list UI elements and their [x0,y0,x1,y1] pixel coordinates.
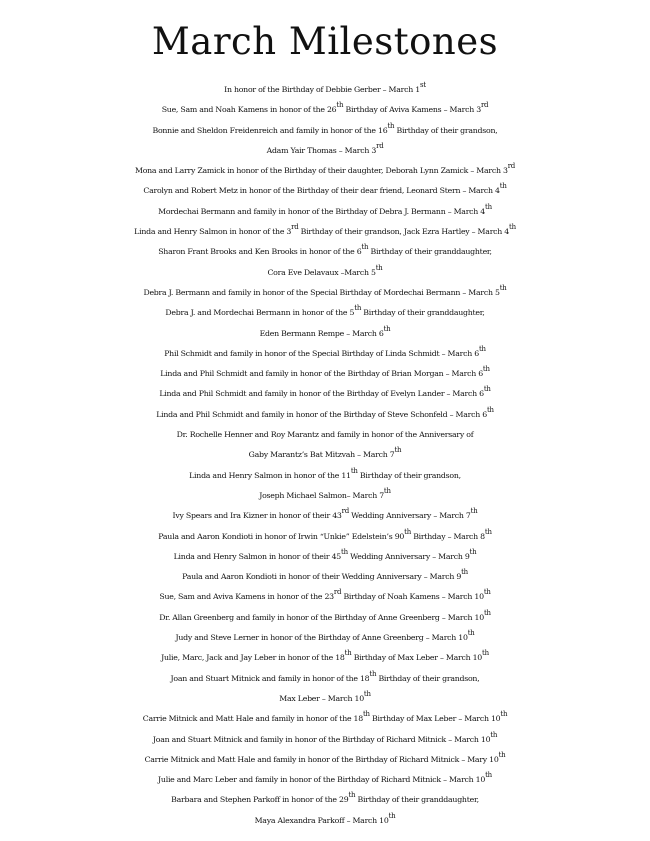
milestone-line [0,466,650,486]
line-text: Cora Eve Delavaux –March 5 [267,267,376,277]
milestone-line [0,405,650,425]
ordinal-suffix: th [484,527,492,536]
milestone-line [0,669,650,689]
line-text: Judy and Steve Lerner in honor of the Birthday of Anne Greenberg – March 10 [175,633,468,643]
milestone-line [0,283,650,303]
ordinal-suffix: rd [291,223,299,232]
milestone-line [0,121,650,141]
milestone-line [0,181,650,201]
line-text: Sue, Sam and Aviva Kamens in honor of the 23 [159,592,334,602]
ordinal-suffix: rd [341,507,349,516]
ordinal-suffix: th [498,750,506,759]
milestone-line [0,547,650,567]
line-text: Gaby Marantz’s Bat Mitzvah – March 7 [248,450,395,460]
ordinal-suffix: th [383,324,391,333]
milestone-line [0,730,650,750]
ordinal-suffix: th [509,223,516,232]
milestone-line [0,790,650,810]
line-text: Birthday of their grandson, [376,673,480,683]
ordinal-suffix: th [350,466,358,475]
line-text: Birthday of their granddaughter, [361,308,485,318]
ordinal-suffix: th [336,101,344,110]
ordinal-suffix: th [369,669,377,678]
ordinal-suffix: th [394,446,402,455]
line-text: Birthday of their grandson, Jack Ezra Hartley – March 4 [298,227,509,237]
milestone-line [0,567,650,587]
ordinal-suffix: th [470,507,478,516]
line-text: Birthday of their granddaughter, [368,247,492,257]
line-text: Julie, Marc, Jack and Jay Leber in honor of the 18 [161,653,345,663]
line-text: Birthday of Aviva Kamens – March 3 [343,105,481,115]
ordinal-suffix: th [354,304,362,313]
ordinal-suffix: th [361,243,369,252]
ordinal-suffix: th [383,486,391,495]
milestone-line [0,100,650,120]
ordinal-suffix: th [469,547,477,556]
line-text: Mona and Larry Zamick in honor of the Birthday of their daughter, Deborah Lynn Zamick – March 3 [134,166,508,176]
line-text: Maya Alexandra Parkoff – March 10 [254,815,389,825]
ordinal-suffix: th [478,344,486,353]
line-text: Birthday of their granddaughter, [355,795,479,805]
milestone-line [0,141,650,161]
ordinal-suffix: th [467,629,475,638]
line-text: Birthday of Max Leber – March 10 [369,714,501,724]
line-text: Phil Schmidt and family in honor of the Special Birthday of Linda Schmidt – March 6 [164,348,479,358]
line-text: Linda and Phil Schmidt and family in honor of the Birthday of Steve Schonfeld – March 6 [156,409,487,419]
line-text: Dr. Rochelle Henner and Roy Marantz and family in honor of the Anniversary of [176,430,474,440]
line-text: Birthday of their grandson, [357,470,461,480]
milestone-line [0,770,650,790]
milestone-line [0,750,650,770]
ordinal-suffix: th [483,588,491,597]
milestone-line [0,445,650,465]
line-text: Carrie Mitnick and Matt Hale and family in honor of the 18 [142,714,363,724]
line-text: Sharon Frant Brooks and Ken Brooks in honor of the 6 [158,247,362,257]
line-text: Birthday of Noah Kamens – March 10 [341,592,484,602]
milestone-line [0,608,650,628]
milestone-line [0,587,650,607]
line-text: Ivy Spears and Ira Kizner in honor of their 43 [172,511,342,521]
line-text: Debra J. Bermann and family in honor of the Special Birthday of Mordechai Bermann – March 5 [143,287,500,297]
ordinal-suffix: th [482,649,489,658]
line-text: Carrie Mitnick and Matt Hale and family in honor of the Birthday of Richard Mitnick – Mary 10 [144,754,499,764]
line-text: Joan and Stuart Mitnick and family in honor of the Birthday of Richard Mitnick – March 10 [152,734,491,744]
milestone-line [0,222,650,242]
line-text: Dr. Allan Greenberg and family in honor of the Birthday of Anne Greenberg – March 10 [159,612,484,622]
milestone-line [0,384,650,404]
ordinal-suffix: rd [333,588,342,597]
ordinal-suffix: th [362,710,370,719]
milestone-line [0,161,650,181]
line-text: Bonnie and Sheldon Freidenreich and family in honor of the 16 [152,125,388,135]
milestone-line [0,527,650,547]
milestone-line [0,486,650,506]
line-text: Mordechai Bermann and family in honor of the Birthday of Debra J. Bermann – March 4 [158,206,486,216]
line-text: Linda and Henry Salmon in honor of the 11 [189,470,351,480]
milestone-line [0,811,650,831]
line-text: Wedding Anniversary – March 7 [348,511,471,521]
line-text: Joan and Stuart Mitnick and family in honor of the 18 [170,673,370,683]
ordinal-suffix: th [348,791,356,800]
line-text: Eden Bermann Rempe – March 6 [259,328,384,338]
ordinal-suffix: rd [507,162,516,171]
milestone-line [0,506,650,526]
line-text: Wedding Anniversary – March 9 [347,551,470,561]
line-text: Birthday of Max Leber – March 10 [351,653,483,663]
ordinal-suffix: rd [376,141,384,150]
milestone-line [0,689,650,709]
milestone-line [0,344,650,364]
line-text: Carolyn and Robert Metz in honor of the Birthday of their dear friend, Leonard Stern – March 4 [143,186,500,196]
line-text: Paula and Aaron Kondioti in honor of Irwin “Unkie” Edelstein’s 90 [158,531,405,541]
ordinal-suffix: th [363,689,371,698]
line-text: Birthday – March 8 [410,531,485,541]
ordinal-suffix: st [419,81,426,89]
line-text: Linda and Phil Schmidt and family in honor of the Birthday of Brian Morgan – March 6 [160,369,483,379]
ordinal-suffix: th [485,202,492,211]
line-text: Debra J. and Mordechai Bermann in honor of the 5 [165,308,355,318]
ordinal-suffix: th [375,263,383,272]
ordinal-suffix: th [404,527,411,536]
line-text: Barbara and Stephen Parkoff in honor of the 29 [171,795,349,805]
ordinal-suffix: th [388,811,396,820]
ordinal-suffix: th [483,608,491,617]
ordinal-suffix: th [387,121,395,130]
line-text: Adam Yair Thomas – March 3 [266,145,377,155]
line-text: Joseph Michael Salmon– March 7 [259,490,384,500]
line-text: Julie and Marc Leber and family in honor of the Birthday of Richard Mitnick – March 10 [158,775,486,785]
milestone-line [0,263,650,283]
ordinal-suffix: th [483,385,491,394]
line-text: Paula and Aaron Kondioti in honor of their Wedding Anniversary – March 9 [182,572,462,582]
ordinal-suffix: th [499,283,507,292]
line-text: Linda and Henry Salmon in honor of the 3 [134,227,292,237]
milestone-line [0,80,650,100]
ordinal-suffix: rd [480,101,489,110]
milestone-list [0,80,650,831]
line-text: In honor of the Birthday of Debbie Gerber – March 1 [224,85,420,94]
ordinal-suffix: th [485,771,492,780]
milestone-line [0,202,650,222]
milestone-line [0,242,650,262]
milestone-line [0,648,650,668]
ordinal-suffix: th [499,182,507,191]
milestone-line [0,425,650,445]
ordinal-suffix: th [341,547,348,556]
line-text: Linda and Henry Salmon in honor of their 45 [173,551,342,561]
line-text: Linda and Phil Schmidt and family in honor of the Birthday of Evelyn Lander – March 6 [159,389,484,399]
ordinal-suffix: th [461,568,468,577]
ordinal-suffix: th [490,730,498,739]
line-text: Birthday of their grandson, [394,125,498,135]
milestone-line [0,628,650,648]
milestone-line [0,303,650,323]
line-text: Sue, Sam and Noah Kamens in honor of the 26 [161,105,337,115]
ordinal-suffix: th [486,405,494,414]
page-title: March Milestones [151,20,499,63]
milestone-line [0,364,650,384]
milestone-line [0,324,650,344]
ordinal-suffix: th [482,365,490,374]
milestone-line [0,709,650,729]
ordinal-suffix: th [500,710,508,719]
line-text: Max Leber – March 10 [279,693,364,703]
ordinal-suffix: th [344,649,352,658]
